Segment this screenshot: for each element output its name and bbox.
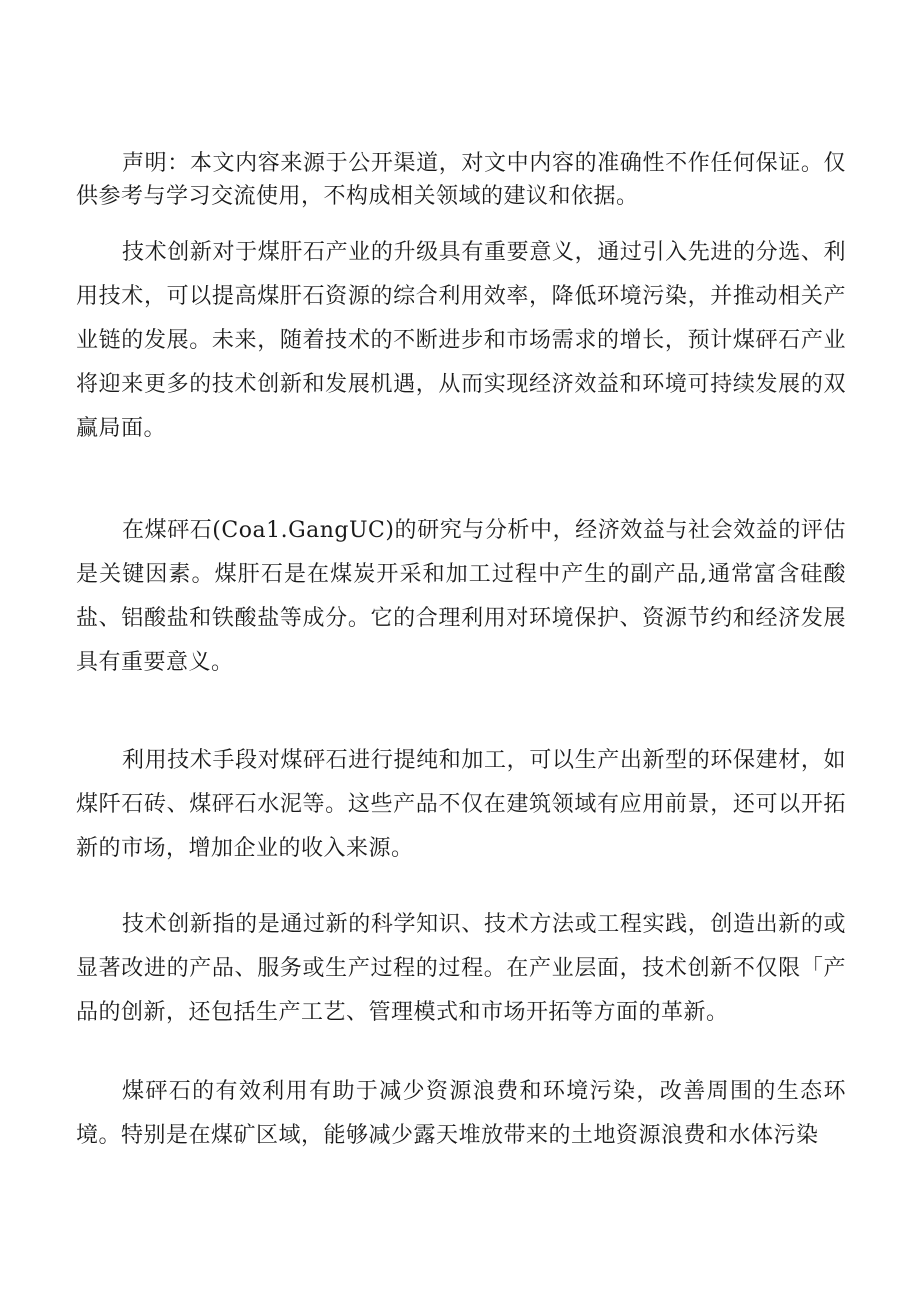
paragraph-text: 在煤砰石(Coa1.GangUC)的研究与分析中，经济效益与社会效益的评估是关键因素。煤肝石是在煤炭开采和加工过程中产生的副产品,通常富含硅酸盐、铝酸盐和铁酸盐等成分。它的合理利用对环境保护、资源节约和经济发展具有重要意义。 [76, 518, 846, 675]
body-paragraph [76, 903, 846, 1035]
body-paragraph [76, 231, 846, 451]
paragraph-text: 利用技术手段对煤砰石进行提纯和加工，可以生产出新型的环保建材，如煤阡石砖、煤砰石水泥等。这些产品不仅在建筑领域有应用前景，还可以开拓新的市场，增加企业的收入来源。 [76, 748, 846, 861]
body-paragraph [76, 739, 846, 871]
body-paragraph [76, 1070, 846, 1158]
body-paragraph [76, 509, 846, 685]
disclaimer-paragraph [76, 147, 846, 213]
paragraph-text: 技术创新指的是通过新的科学知识、技术方法或工程实践，创造出新的或显著改进的产品、服务或生产过程的过程。在产业层面，技术创新不仅限「产品的创新，还包括生产工艺、管理模式和市场开拓等方面的革新。 [76, 912, 846, 1025]
paragraph-text: 声明：本文内容来源于公开渠道，对文中内容的准确性不作任何保证。仅供参考与学习交流使用，不构成相关领域的建议和依据。 [76, 151, 846, 209]
paragraph-text: 煤砰石的有效利用有助于减少资源浪费和环境污染，改善周围的生态环境。特别是在煤矿区域，能够减少露天堆放带来的土地资源浪费和水体污染 [76, 1079, 846, 1148]
paragraph-text: 技术创新对于煤肝石产业的升级具有重要意义，通过引入先进的分选、利用技术，可以提高煤肝石资源的综合利用效率，降低环境污染，并推动相关产业链的发展。未来，随着技术的不断进步和市场需求的增长，预计煤砰石产业将迎来更多的技术创新和发展机遇，从而实现经济效益和环境可持续发展的双赢局面。 [76, 240, 846, 441]
